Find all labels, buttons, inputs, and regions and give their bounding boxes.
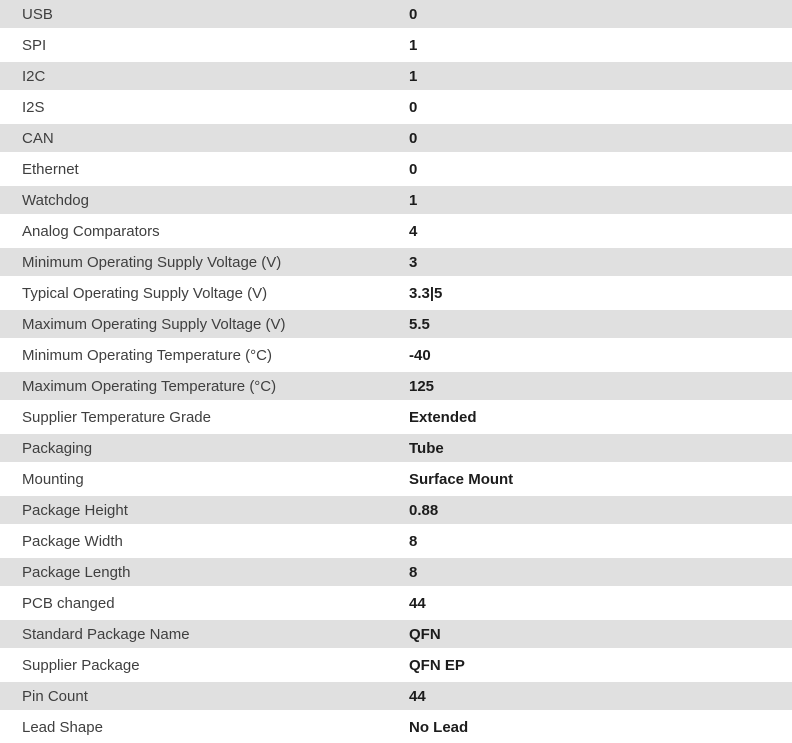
spec-attribute-label: Package Height	[22, 501, 128, 519]
spec-attribute-label: Package Length	[22, 563, 131, 581]
spec-attribute-label: Typical Operating Supply Voltage (V)	[22, 284, 268, 302]
spec-attribute-label: Minimum Operating Supply Voltage (V)	[22, 253, 282, 271]
spec-attribute-value: Surface Mount	[409, 470, 514, 488]
spec-table-row	[0, 589, 792, 620]
spec-attribute-value: 3.3|5	[409, 284, 443, 302]
spec-attribute-label: Pin Count	[22, 687, 88, 705]
spec-attribute-value: Extended	[409, 408, 477, 426]
spec-table-row	[0, 372, 792, 403]
spec-table-row	[0, 186, 792, 217]
spec-table-row	[0, 620, 792, 651]
spec-attribute-value: 5.5	[409, 315, 430, 333]
spec-table-row	[0, 527, 792, 558]
spec-attribute-value: 8	[409, 532, 418, 550]
spec-table-row	[0, 434, 792, 465]
spec-attribute-value: 44	[409, 687, 426, 705]
spec-table-row	[0, 465, 792, 496]
spec-attribute-value: QFN EP	[409, 656, 465, 674]
spec-attribute-value: 125	[409, 377, 435, 395]
spec-attribute-label: Standard Package Name	[22, 625, 190, 643]
spec-table-row	[0, 310, 792, 341]
spec-attribute-label: Ethernet	[22, 160, 79, 178]
spec-attribute-value: 1	[409, 67, 418, 85]
spec-attribute-label: Supplier Package	[22, 656, 140, 674]
spec-table-row	[0, 682, 792, 713]
spec-attribute-label: CAN	[22, 129, 54, 147]
spec-attribute-value: 0	[409, 160, 418, 178]
spec-attribute-value: 0	[409, 129, 418, 147]
spec-attribute-value: QFN	[409, 625, 441, 643]
spec-table-row	[0, 558, 792, 589]
spec-table-row	[0, 0, 792, 31]
spec-attribute-label: PCB changed	[22, 594, 115, 612]
spec-attribute-label: I2C	[22, 67, 46, 85]
spec-attribute-label: Maximum Operating Supply Voltage (V)	[22, 315, 286, 333]
spec-attribute-value: 3	[409, 253, 418, 271]
spec-table-row	[0, 31, 792, 62]
spec-attribute-value: No Lead	[409, 718, 469, 736]
spec-attribute-value: -40	[409, 346, 431, 364]
spec-attribute-value: 1	[409, 191, 418, 209]
spec-attribute-value: Tube	[409, 439, 444, 457]
spec-attribute-value: 0.88	[409, 501, 439, 519]
spec-attribute-label: Lead Shape	[22, 718, 103, 736]
spec-table-row	[0, 62, 792, 93]
spec-attribute-label: Analog Comparators	[22, 222, 160, 240]
spec-attribute-value: 0	[409, 98, 418, 116]
spec-attribute-label: Mounting	[22, 470, 84, 488]
spec-table-row	[0, 217, 792, 248]
spec-attribute-label: USB	[22, 5, 53, 23]
spec-attribute-label: Watchdog	[22, 191, 89, 209]
spec-attribute-value: 4	[409, 222, 418, 240]
spec-attribute-label: Packaging	[22, 439, 93, 457]
spec-table-row	[0, 403, 792, 434]
spec-attribute-value: 0	[409, 5, 418, 23]
spec-attribute-label: I2S	[22, 98, 45, 116]
spec-table-row	[0, 651, 792, 682]
spec-table-row	[0, 341, 792, 372]
spec-table-row	[0, 248, 792, 279]
spec-attribute-value: 1	[409, 36, 418, 54]
spec-table-row	[0, 279, 792, 310]
spec-attribute-value: 44	[409, 594, 426, 612]
spec-attribute-label: Package Width	[22, 532, 123, 550]
spec-attribute-label: SPI	[22, 36, 47, 54]
spec-attribute-label: Minimum Operating Temperature (°C)	[22, 346, 272, 364]
spec-table-row	[0, 124, 792, 155]
spec-attribute-label: Supplier Temperature Grade	[22, 408, 211, 426]
spec-table-row	[0, 155, 792, 186]
spec-attribute-value: 8	[409, 563, 418, 581]
spec-attribute-label: Maximum Operating Temperature (°C)	[22, 377, 277, 395]
spec-table-row	[0, 713, 792, 743]
spec-table-row	[0, 93, 792, 124]
spec-table-row	[0, 496, 792, 527]
